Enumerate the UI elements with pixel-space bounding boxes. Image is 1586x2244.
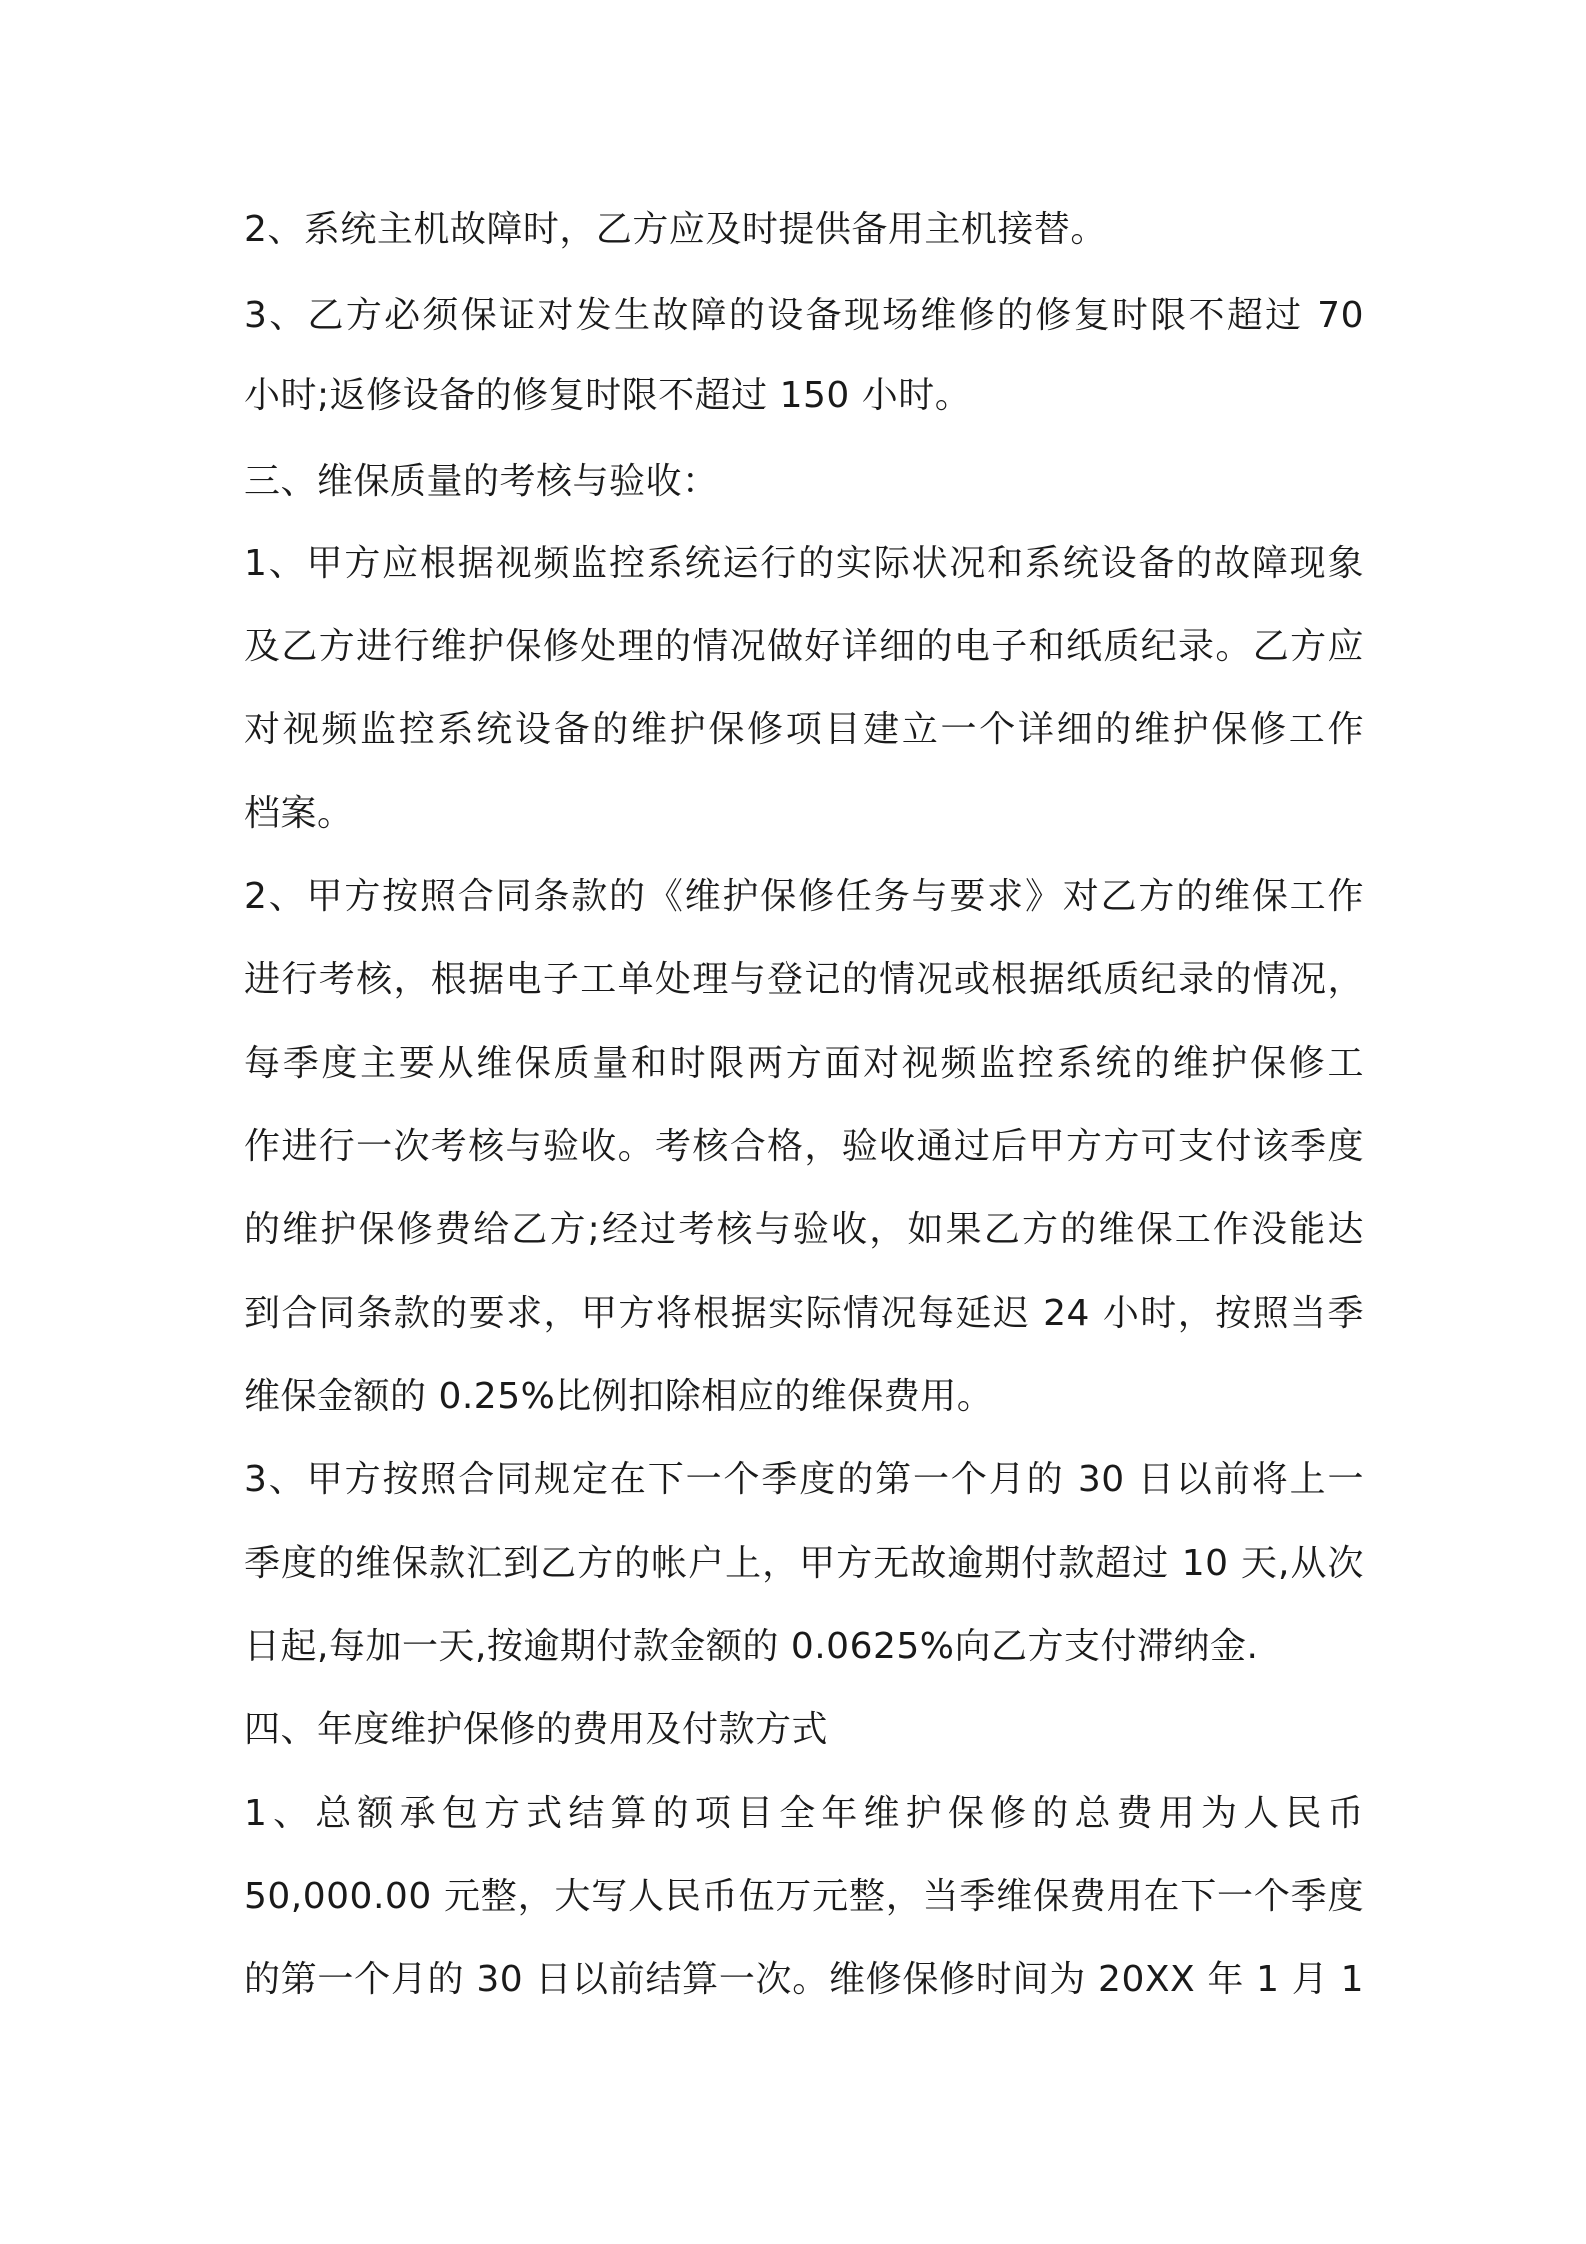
text-line-12: 作进行一次考核与验收。考核合格，验收通过后甲方方可支付该季度 (244, 1126, 1364, 1167)
text-line-2: 3、乙方必须保证对发生故障的设备现场维修的修复时限不超过 70 (244, 295, 1364, 336)
text-line-17: 季度的维保款汇到乙方的帐户上，甲方无故逾期付款超过 10 天,从次 (244, 1543, 1364, 1584)
text-line-22: 的第一个月的 30 日以前结算一次。维修保修时间为 20XX 年 1 月 1 (244, 1959, 1364, 2000)
text-line-15: 维保金额的 0.25%比例扣除相应的维保费用。 (244, 1376, 994, 1417)
text-line-21: 50,000.00 元整，大写人民币伍万元整，当季维保费用在下一个季度 (244, 1876, 1364, 1917)
text-line-20: 1、总额承包方式结算的项目全年维护保修的总费用为人民币 (244, 1793, 1364, 1834)
text-line-14: 到合同条款的要求，甲方将根据实际情况每延迟 24 小时，按照当季 (244, 1293, 1364, 1334)
text-line-18: 日起,每加一天,按逾期付款金额的 0.0625%向乙方支付滞纳金. (244, 1626, 1259, 1667)
text-line-3: 小时;返修设备的修复时限不超过 150 小时。 (244, 375, 972, 416)
text-line-5: 1、甲方应根据视频监控系统运行的实际状况和系统设备的故障现象 (244, 543, 1364, 584)
text-line-10: 进行考核，根据电子工单处理与登记的情况或根据纸质纪录的情况， (244, 959, 1364, 1000)
section-heading-4: 四、年度维护保修的费用及付款方式 (244, 1709, 829, 1750)
text-line-11: 每季度主要从维保质量和时限两方面对视频监控系统的维护保修工 (244, 1043, 1364, 1084)
text-line-1: 2、系统主机故障时，乙方应及时提供备用主机接替。 (244, 209, 1107, 250)
section-heading-3: 三、维保质量的考核与验收： (244, 461, 719, 502)
text-line-6: 及乙方进行维护保修处理的情况做好详细的电子和纸质纪录。乙方应 (244, 626, 1364, 667)
text-line-9: 2、甲方按照合同条款的《维护保修任务与要求》对乙方的维保工作 (244, 876, 1364, 917)
text-line-16: 3、甲方按照合同规定在下一个季度的第一个月的 30 日以前将上一 (244, 1459, 1364, 1500)
text-line-7: 对视频监控系统设备的维护保修项目建立一个详细的维护保修工作 (244, 709, 1364, 750)
text-line-13: 的维护保修费给乙方;经过考核与验收，如果乙方的维保工作没能达 (244, 1209, 1364, 1250)
text-line-8: 档案。 (244, 793, 354, 834)
